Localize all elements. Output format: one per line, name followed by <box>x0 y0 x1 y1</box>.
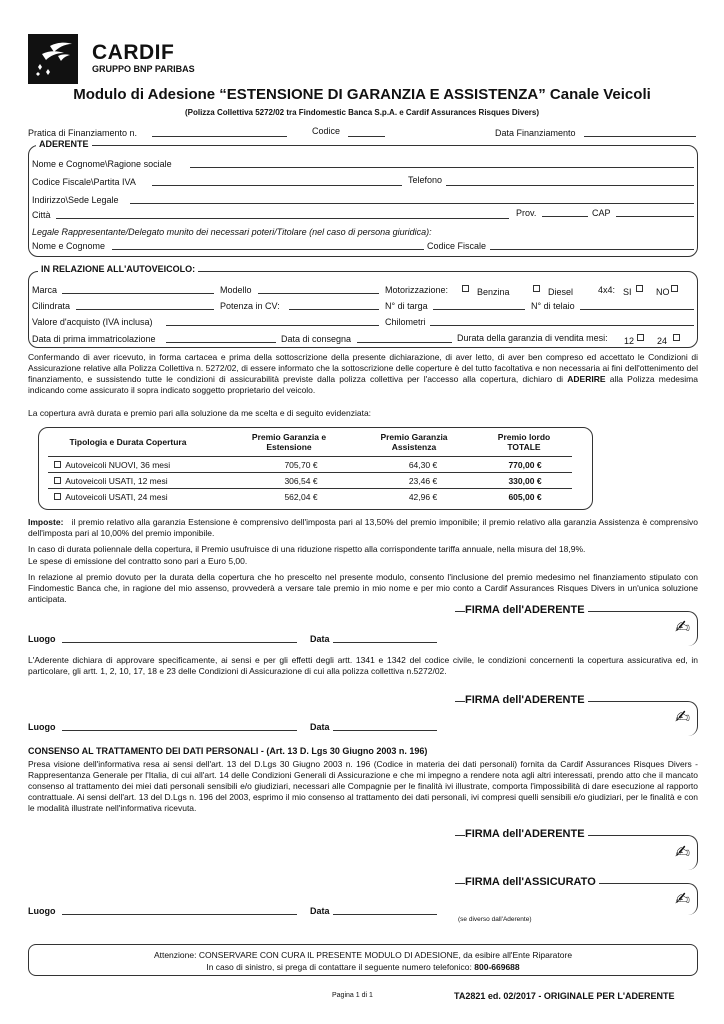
table-row <box>48 489 572 505</box>
option-checkbox[interactable] <box>54 461 61 468</box>
benzina-checkbox[interactable] <box>462 285 469 292</box>
luogo-field-1[interactable] <box>62 642 297 643</box>
document-code: TA2821 ed. 02/2017 - ORIGINALE PER L'ADERENTE <box>454 991 675 1001</box>
luogo-label-1: Luogo <box>28 634 56 644</box>
row-assistenza: 23,46 € <box>368 473 478 489</box>
row-totale: 770,00 € <box>478 457 572 473</box>
row-estensione: 562,04 € <box>234 489 368 505</box>
marca-field[interactable] <box>62 293 214 294</box>
luogo-field-3[interactable] <box>62 914 297 915</box>
imposte-label: Imposte: <box>28 517 64 527</box>
cardif-logo <box>28 34 78 84</box>
footer-line-2 <box>29 961 697 973</box>
pratica-label: Pratica di Finanziamento n. <box>28 128 138 138</box>
motorizzazione-label: Motorizzazione: <box>385 285 449 295</box>
table-header-assistenza: Premio Garanzia Assistenza <box>380 432 448 452</box>
data-label-3: Data <box>310 906 330 916</box>
telefono-field[interactable] <box>446 185 694 186</box>
pen-icon: ✍ <box>675 889 691 909</box>
data-field-2[interactable] <box>333 730 437 731</box>
footer-phone: 800-669688 <box>474 962 520 972</box>
footer-notice <box>28 944 698 976</box>
pen-icon: ✍ <box>675 617 691 637</box>
no-label: NO <box>656 287 670 297</box>
diesel-label: Diesel <box>548 287 574 297</box>
4x4-label: 4x4: <box>598 285 616 295</box>
data-imm-field[interactable] <box>166 342 276 343</box>
modello-label: Modello <box>220 285 252 295</box>
cf2-field[interactable] <box>490 249 694 250</box>
potenza-label: Potenza in CV: <box>220 301 280 311</box>
valore-label: Valore d'acquisto (IVA inclusa) <box>32 317 153 327</box>
nome2-field[interactable] <box>112 249 424 250</box>
approva-text: L'Aderente dichiara di approvare specificamente, ai sensi e per gli effetti degli artt. 1341 e 1342 del codice civile, le condizioni concernenti la copertura assicurativa ed, in particolare, gli artt. 1, 2, 10, 17, 18 e 23 delle Condizioni di Assicurazione di cui alla polizza collettiva n.5272/02. <box>28 655 698 676</box>
data-consegna-label: Data di consegna <box>281 334 352 344</box>
imposte-text: il premio relativo alla garanzia Estensione è comprensivo dell'imposta pari al 13,50% del premio imponibile; il premio relativo alla garanzia Assistenza è comprensivo dell'imposta pari al 10,00% del premio imponibile. <box>28 517 698 538</box>
indirizzo-label: Indirizzo\Sede Legale <box>32 195 119 205</box>
nome-field[interactable] <box>190 167 694 168</box>
chilometri-label: Chilometri <box>385 317 426 327</box>
page-number: Pagina 1 di 1 <box>332 992 373 999</box>
firma-aderente-label-2: FIRMA dell'ADERENTE <box>465 694 588 706</box>
row-assistenza: 42,96 € <box>368 489 478 505</box>
nome-label: Nome e Cognome\Ragione sociale <box>32 159 172 169</box>
data-finanziamento-label: Data Finanziamento <box>495 128 576 138</box>
prov-label: Prov. <box>516 208 537 218</box>
telefono-label: Telefono <box>408 175 443 185</box>
cap-field[interactable] <box>616 216 694 217</box>
citta-field[interactable] <box>56 218 509 219</box>
footer-line-2-text: In caso di sinistro, si prega di contattare il seguente numero telefonico: <box>206 962 472 972</box>
row-estensione: 705,70 € <box>234 457 368 473</box>
prov-field[interactable] <box>542 216 588 217</box>
conferma-aderire: ADERIRE <box>567 374 606 384</box>
luogo-field-2[interactable] <box>62 730 297 731</box>
diesel-checkbox[interactable] <box>533 285 540 292</box>
table-header-totale: Premio lordo TOTALE <box>497 432 551 452</box>
firma-aderente-box-2[interactable] <box>455 701 698 736</box>
mesi-12-checkbox[interactable] <box>637 334 644 341</box>
row-totale: 330,00 € <box>478 473 572 489</box>
marca-label: Marca <box>32 285 58 295</box>
nome2-label: Nome e Cognome <box>32 241 106 251</box>
premium-table <box>48 456 572 505</box>
cf-field[interactable] <box>152 185 402 186</box>
legale-label: Legale Rappresentante/Delegato munito dei necessari poteri/Titolare (nel caso di persona giuridica): <box>32 227 432 237</box>
row-assistenza: 64,30 € <box>368 457 478 473</box>
brand-name: CARDIF <box>92 41 175 64</box>
valore-field[interactable] <box>166 325 379 326</box>
option-checkbox[interactable] <box>54 477 61 484</box>
pen-icon: ✍ <box>675 707 691 727</box>
targa-label: N° di targa <box>385 301 428 311</box>
table-row <box>48 457 572 473</box>
se-diverso-note: (se diverso dall'Aderente) <box>458 916 532 923</box>
targa-field[interactable] <box>433 309 525 310</box>
table-header-estensione: Premio Garanzia e Estensione <box>251 432 327 452</box>
consenso-text: Presa visione dell'informativa resa ai sensi dell'art. 13 del D.Lgs 30 Giugno 2003 n. 196 (Codice in materia dei dati personali) fornita da Cardif Assurances Risques Divers - Rappresentanza Generale per l'Italia, di cui all'art. 14 delle Condizioni Generali di Assicurazione e che mi impegno a rendere nota agli altri interessati, prendo atto che il mancato consenso al trattamento dei miei dati personali sensibili e/o giudiziari, necessari alle Compagnie per le finalità ivi illustrate, comporta l'impossibilità di dare esecuzione al rapporto contrattuale. Ai sensi dell'art. 13 del D.Lgs n. 196 del 2003, esprimo il mio consenso al trattamento dei dati personali, ivi compresi quelli sensibili e/o giudiziari, per le finalità e con le modalità illustrate nell'informativa ricevuta. <box>28 759 698 813</box>
row-tipologia: Autoveicoli NUOVI, 36 mesi <box>65 459 171 470</box>
firma-aderente-box-1[interactable] <box>455 611 698 646</box>
si-checkbox[interactable] <box>636 285 643 292</box>
data-field-3[interactable] <box>333 914 437 915</box>
table-header-tipologia: Tipologia e Durata Copertura <box>69 437 187 447</box>
mesi-12-label: 12 <box>624 336 635 346</box>
footer-line-1: Attenzione: CONSERVARE CON CURA IL PRESENTE MODULO DI ADESIONE, da esibire all'Ente Riparatore <box>153 950 573 960</box>
no-checkbox[interactable] <box>671 285 678 292</box>
modello-field[interactable] <box>258 293 379 294</box>
option-checkbox[interactable] <box>54 493 61 500</box>
data-label-1: Data <box>310 634 330 644</box>
cf2-label: Codice Fiscale <box>427 241 487 251</box>
data-imm-label: Data di prima immatricolazione <box>32 334 156 344</box>
durata-label: Durata della garanzia di vendita mesi: <box>457 333 608 343</box>
luogo-label-2: Luogo <box>28 722 56 732</box>
page-subtitle: (Polizza Collettiva 5272/02 tra Findomestic Banca S.p.A. e Cardif Assurances Risques Divers) <box>184 108 540 117</box>
row-estensione: 306,54 € <box>234 473 368 489</box>
brand-subtitle: GRUPPO BNP PARIBAS <box>92 64 195 74</box>
mesi-24-label: 24 <box>657 336 668 346</box>
page-title: Modulo di Adesione “ESTENSIONE DI GARANZIA E ASSISTENZA” Canale Veicoli <box>73 86 651 103</box>
telaio-label: N° di telaio <box>531 301 575 311</box>
veicolo-heading: IN RELAZIONE ALL'AUTOVEICOLO: <box>38 264 198 274</box>
potenza-field[interactable] <box>289 309 379 310</box>
cilindrata-label: Cilindrata <box>32 301 71 311</box>
data-consegna-field[interactable] <box>357 342 452 343</box>
conferma-paragraph <box>28 352 698 396</box>
telaio-field[interactable] <box>580 309 694 310</box>
row-tipologia: Autoveicoli USATI, 12 mesi <box>65 475 168 486</box>
pen-icon: ✍ <box>675 842 691 862</box>
imposte-paragraph <box>28 517 698 539</box>
chilometri-field[interactable] <box>430 325 694 326</box>
firma-aderente-label-1: FIRMA dell'ADERENTE <box>465 604 588 616</box>
data-field-1[interactable] <box>333 642 437 643</box>
si-label: SI <box>623 287 632 297</box>
copertura-text: La copertura avrà durata e premio pari alla soluzione da me scelta e di seguito evidenziata: <box>28 408 372 418</box>
indirizzo-field[interactable] <box>130 203 694 204</box>
firma-aderente-box-3[interactable] <box>455 835 698 870</box>
bird-logo-icon <box>28 34 78 84</box>
firma-aderente-label-3: FIRMA dell'ADERENTE <box>465 828 588 840</box>
relazione-text: In relazione al premio dovuto per la durata della copertura che ho prescelto nel presente modulo, consento l'inclusione del premio medesimo nel finanziamento stipulato con Findomestic Banca che, in ragione del mio assenso, provvederà a versare tale premio in mio nome e per mio conto a Cardif Assurances Risques Divers in un'unica soluzione anticipata. <box>28 572 698 604</box>
codice-label: Codice <box>312 126 341 136</box>
row-totale: 605,00 € <box>478 489 572 505</box>
benzina-label: Benzina <box>477 287 510 297</box>
table-row <box>48 473 572 489</box>
spese-text: Le spese di emissione del contratto sono pari a Euro 5,00. <box>28 556 248 566</box>
poliennale-text: In caso di durata poliennale della copertura, il Premio usufruisce di una riduzione rispetto alla corrispondente tariffa annuale, nella misura del 18,9%. <box>28 544 586 554</box>
codice-field[interactable] <box>348 136 385 137</box>
aderente-heading: ADERENTE <box>36 139 92 149</box>
firma-assicurato-label: FIRMA dell'ASSICURATO <box>465 876 599 888</box>
conferma-text-2: alla Polizza medesima indicando come assicurato il sopra indicato soggetto proprietario del veicolo. <box>28 374 698 395</box>
citta-label: Città <box>32 210 51 220</box>
cilindrata-field[interactable] <box>76 309 214 310</box>
data-finanziamento-field[interactable] <box>584 136 696 137</box>
mesi-24-checkbox[interactable] <box>673 334 680 341</box>
cf-label: Codice Fiscale\Partita IVA <box>32 177 136 187</box>
conferma-text-1: Confermando di aver ricevuto, in forma cartacea e prima della sottoscrizione della presente dichiarazione, di aver letto, di aver ben compreso ed accettato le Condizioni di Assicurazione relative alla Polizza Collettiva n. 5272/02, di essere informato che la sottoscrizione delle coperture è del tutto facoltativa e non necessaria ai fini dell'ottenimento del finanziamento, e sussistendo tutte le condizioni di assicurabilità previste dalla polizza collettiva per l'accesso alla copertura, dichiaro di <box>28 352 698 384</box>
cap-label: CAP <box>592 208 611 218</box>
data-label-2: Data <box>310 722 330 732</box>
pratica-field[interactable] <box>152 136 287 137</box>
row-tipologia: Autoveicoli USATI, 24 mesi <box>65 491 168 502</box>
consenso-title: CONSENSO AL TRATTAMENTO DEI DATI PERSONALI - (Art. 13 D. Lgs 30 Giugno 2003 n. 196) <box>28 746 428 756</box>
luogo-label-3: Luogo <box>28 906 56 916</box>
